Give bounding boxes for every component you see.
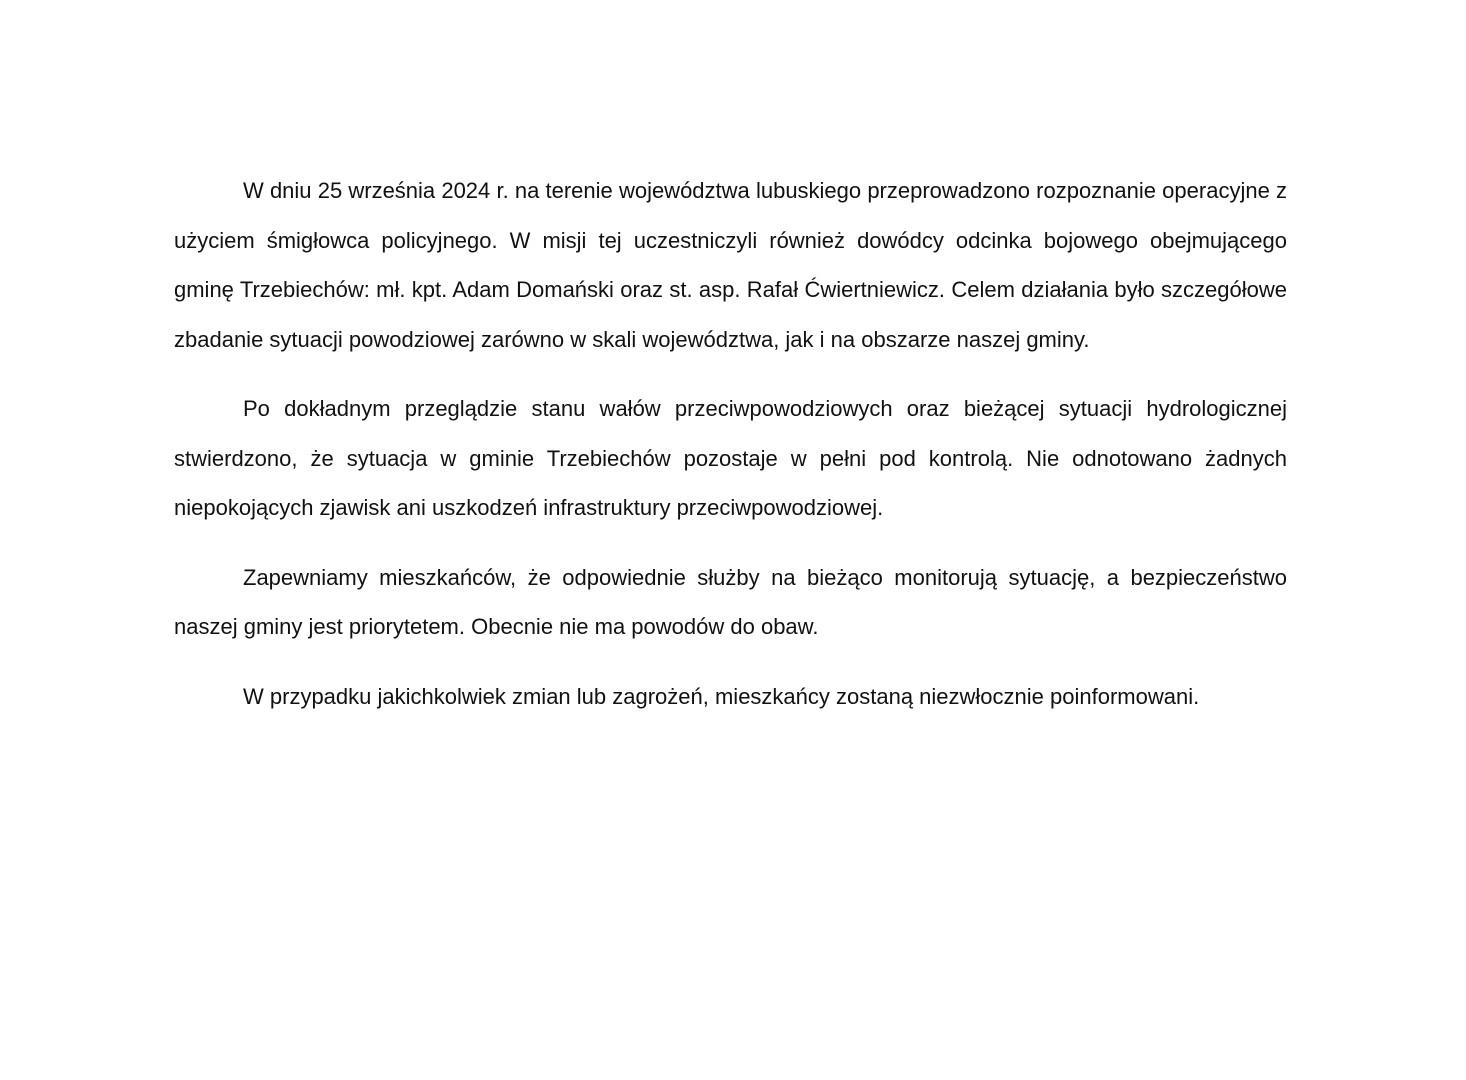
paragraph-helicopter-reconnaissance: W dniu 25 września 2024 r. na terenie województwa lubuskiego przeprowadzono rozpoznanie operacyjne z użyciem śmigłowca policyjnego. W misji tej uczestniczyli również dowódcy odcinka bojowego obejmującego gminę Trzebiechów: mł. kpt. Adam Domański oraz st. asp. Rafał Ćwiertniewicz. Celem działania było szczegółowe zbadanie sytuacji powodziowej zarówno w skali województwa, jak i na obszarze naszej gminy.	[174, 178, 1287, 352]
document-body	[174, 166, 1287, 721]
paragraph-future-notice: W przypadku jakichkolwiek zmian lub zagrożeń, mieszkańcy zostaną niezwłocznie poinformowani.	[243, 683, 1200, 709]
paragraph-residents-assurance: Zapewniamy mieszkańców, że odpowiednie służby na bieżąco monitorują sytuację, a bezpieczeństwo naszej gminy jest priorytetem. Obecnie nie ma powodów do obaw.	[174, 564, 1287, 639]
paragraph-levee-inspection: Po dokładnym przeglądzie stanu wałów przeciwpowodziowych oraz bieżącej sytuacji hydrologicznej stwierdzono, że sytuacja w gminie Trzebiechów pozostaje w pełni pod kontrolą. Nie odnotowano żadnych niepokojących zjawisk ani uszkodzeń infrastruktury przeciwpowodziowej.	[174, 396, 1287, 520]
